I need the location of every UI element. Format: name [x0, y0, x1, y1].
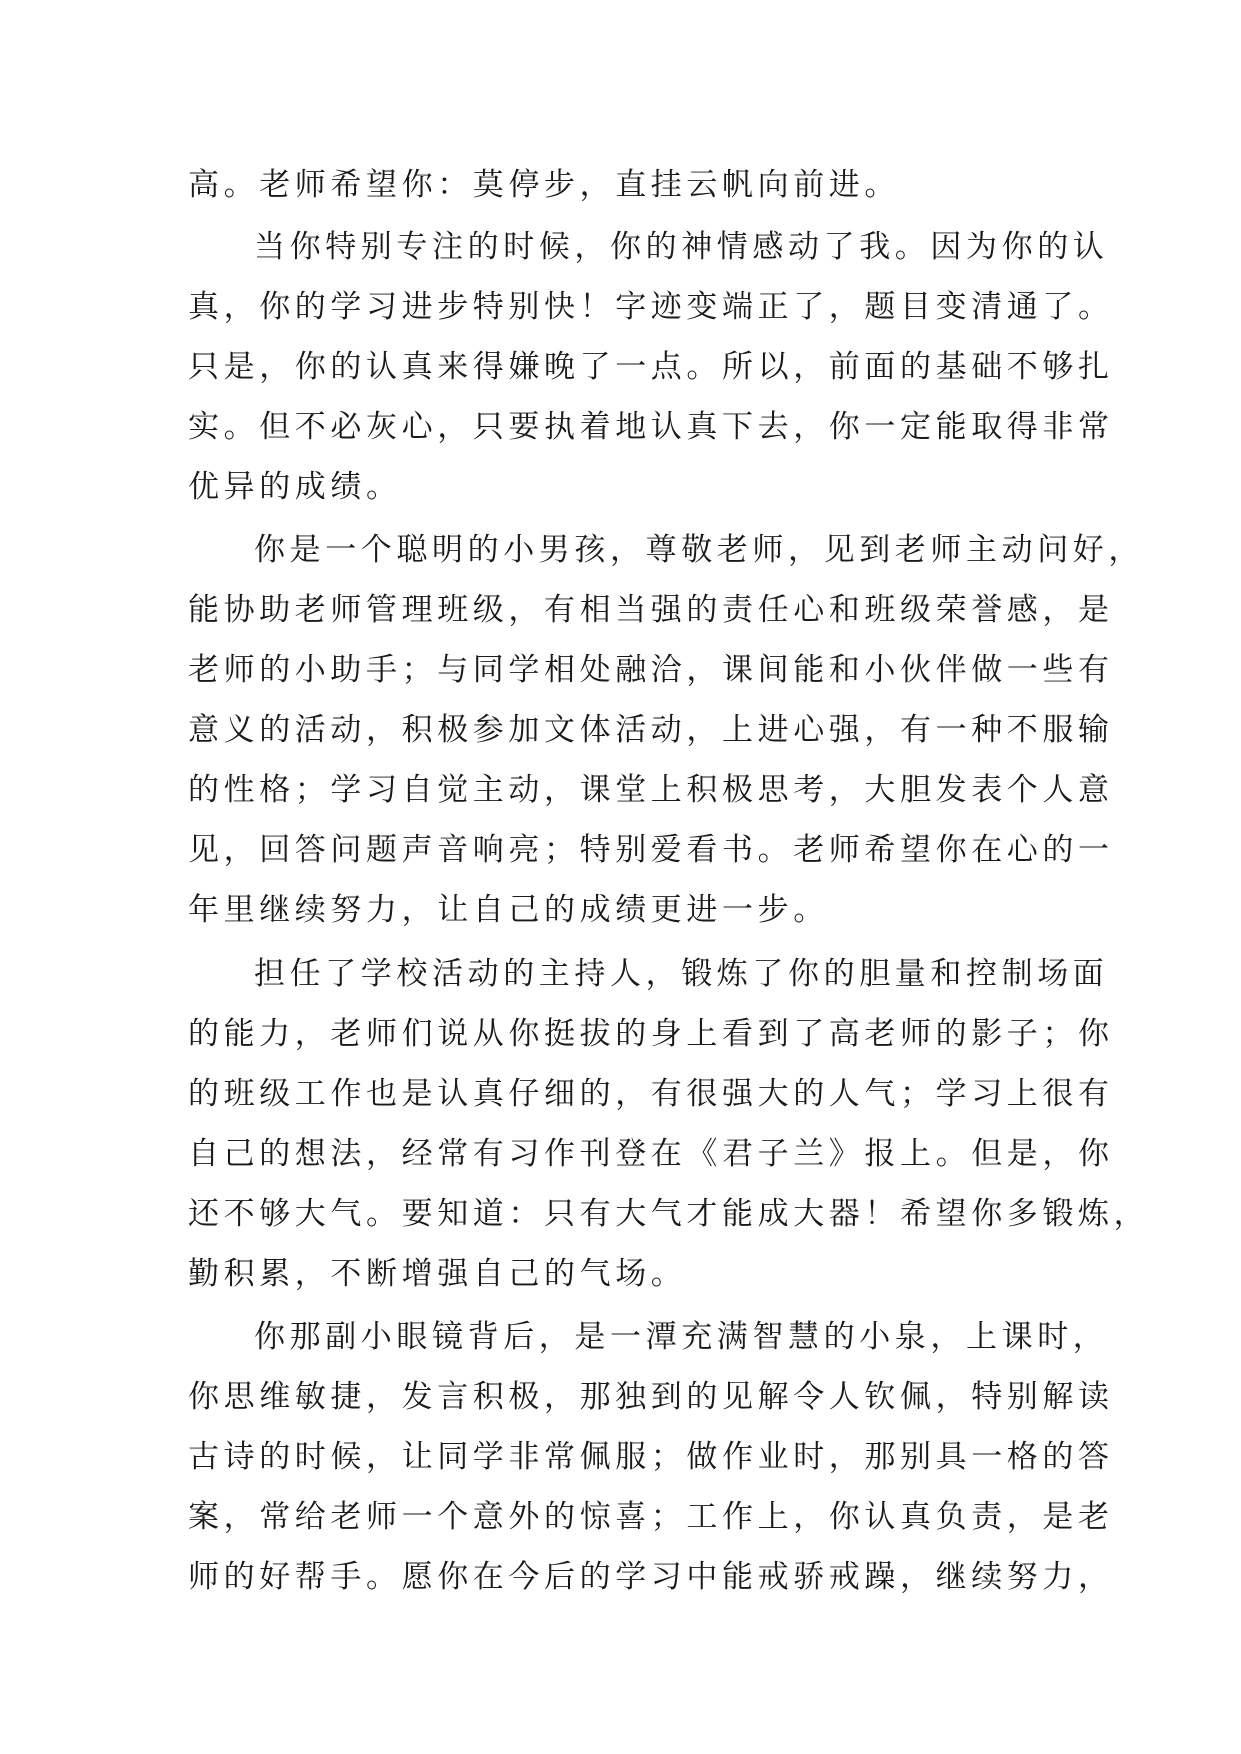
paragraph-first-line: 你那副小眼镜背后，是一潭充满智慧的小泉，上课时，	[254, 1319, 1109, 1355]
text-line: 你思维敏捷，发言积极，那独到的见解令人钦佩，特别解读	[188, 1379, 1114, 1415]
text-line: 师的好帮手。愿你在今后的学习中能戒骄戒躁，继续努力，	[188, 1559, 1114, 1595]
text-line: 年里继续努力，让自己的成绩更进一步。	[188, 892, 829, 928]
text-line: 意义的活动，积极参加文体活动，上进心强，有一种不服输	[188, 712, 1114, 748]
paragraph-first-line: 你是一个聪明的小男孩，尊敬老师，见到老师主动问好，	[254, 532, 1144, 568]
text-line: 勤积累，不断增强自己的气场。	[188, 1256, 687, 1292]
paragraph-first-line: 当你特别专注的时候，你的神情感动了我。因为你的认	[254, 229, 1109, 265]
text-line: 能协助老师管理班级，有相当强的责任心和班级荣誉感，是	[188, 592, 1114, 628]
text-line: 古诗的时候，让同学非常佩服；做作业时，那别具一格的答	[188, 1439, 1114, 1475]
text-line: 实。但不必灰心，只要执着地认真下去，你一定能取得非常	[188, 409, 1114, 445]
text-line: 老师的小助手；与同学相处融洽，课间能和小伙伴做一些有	[188, 652, 1114, 688]
text-line: 真，你的学习进步特别快！字迹变端正了，题目变清通了。	[188, 289, 1114, 325]
text-line: 案，常给老师一个意外的惊喜；工作上，你认真负责，是老	[188, 1499, 1114, 1535]
text-line: 优异的成绩。	[188, 469, 402, 505]
paragraph-first-line: 担任了学校活动的主持人，锻炼了你的胆量和控制场面	[254, 956, 1109, 992]
text-line: 只是，你的认真来得嫌晚了一点。所以，前面的基础不够扎	[188, 349, 1114, 385]
text-line: 自己的想法，经常有习作刊登在《君子兰》报上。但是，你	[188, 1136, 1114, 1172]
text-line: 的能力，老师们说从你挺拔的身上看到了高老师的影子；你	[188, 1016, 1114, 1052]
text-line: 见，回答问题声音响亮；特别爱看书。老师希望你在心的一	[188, 832, 1114, 868]
text-line: 的性格；学习自觉主动，课堂上积极思考，大胆发表个人意	[188, 772, 1114, 808]
text-line: 还不够大气。要知道：只有大气才能成大器！希望你多锻炼，	[188, 1196, 1150, 1232]
text-line: 高。老师希望你：莫停步，直挂云帆向前进。	[188, 167, 900, 203]
text-line: 的班级工作也是认真仔细的，有很强大的人气；学习上很有	[188, 1076, 1114, 1112]
